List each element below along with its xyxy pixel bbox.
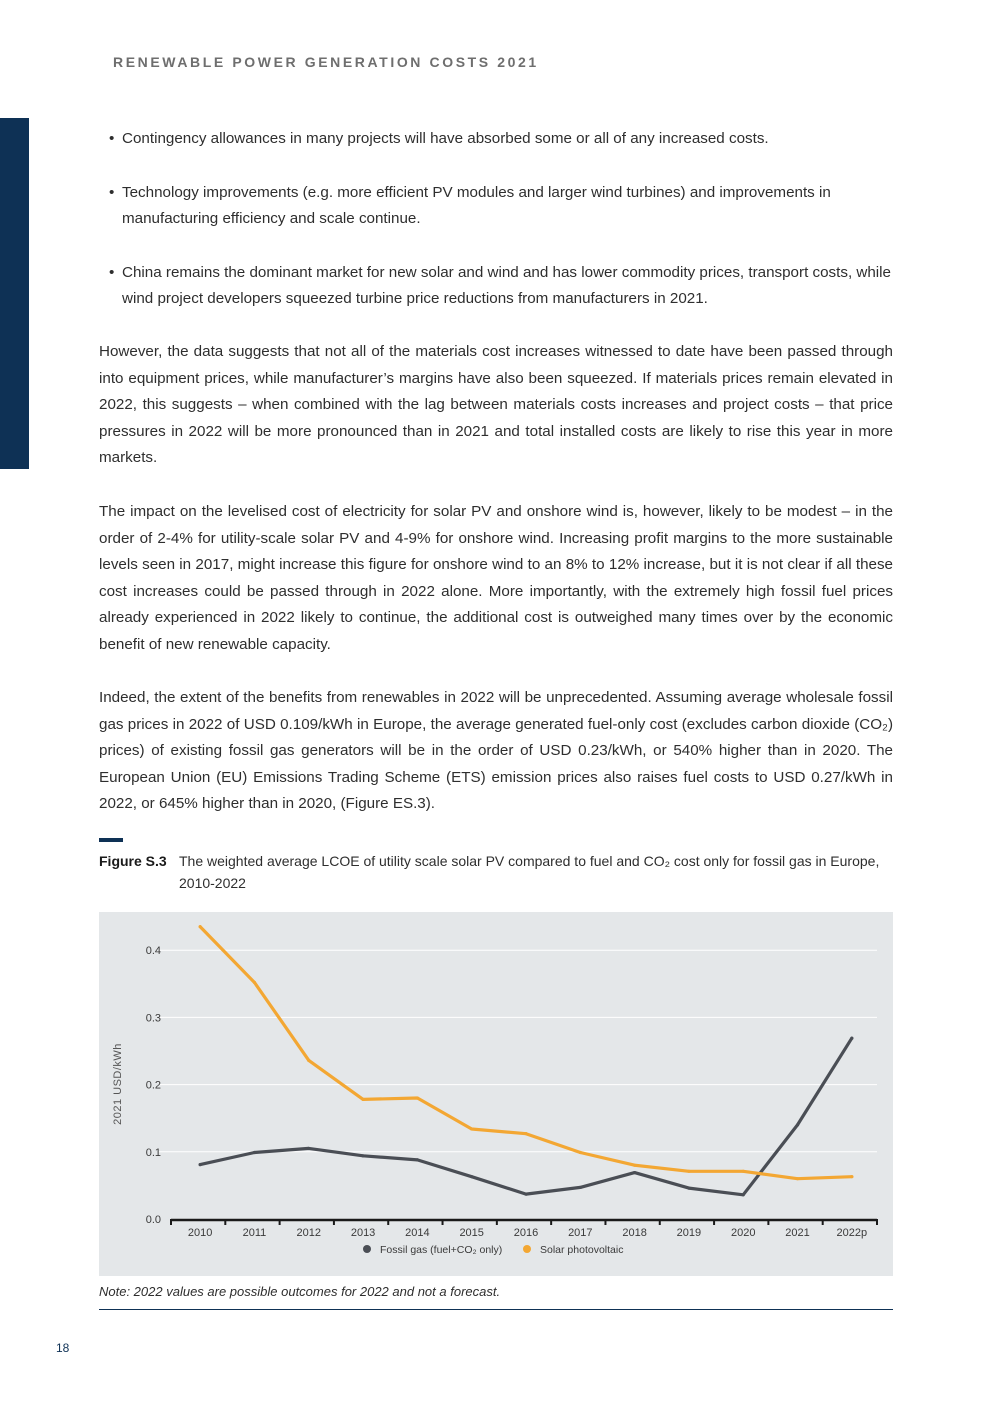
legend-label-fossil-gas: Fossil gas (fuel+CO₂ only) xyxy=(380,1244,503,1256)
fossil-gas-point xyxy=(416,1158,419,1161)
figure-note: Note: 2022 values are possible outcomes for 2022 and not a forecast. xyxy=(99,1284,501,1299)
y-tick-label: 0.0 xyxy=(145,1214,161,1226)
chart-canvas xyxy=(99,912,893,1276)
bullet-item: • China remains the dominant market for new solar and wind and has lower commodity prices, transport costs, while wind project developers squeezed turbine price reductions from manufacturers in 2021. xyxy=(109,260,895,313)
legend-label-solar-pv: Solar photovoltaic xyxy=(540,1244,624,1256)
solar-pv-point xyxy=(524,1132,527,1135)
side-accent-bar xyxy=(0,118,29,469)
bullet-item: • Technology improvements (e.g. more efficient PV modules and larger wind turbines) and improvements in manufacturing efficiency and scale continue. xyxy=(109,180,895,233)
fossil-gas-point xyxy=(470,1175,473,1178)
y-axis-title: 2021 USD/kWh xyxy=(112,1043,124,1125)
x-tick-label: 2016 xyxy=(513,1227,539,1239)
x-tick-label: 2018 xyxy=(622,1227,647,1239)
x-tick-label: 2015 xyxy=(459,1227,484,1239)
fossil-gas-point xyxy=(850,1037,853,1040)
running-header: RENEWABLE POWER GENERATION COSTS 2021 xyxy=(113,54,539,70)
fossil-gas-point xyxy=(524,1193,527,1196)
x-tick-label: 2013 xyxy=(350,1227,376,1239)
x-tick-label: 2020 xyxy=(730,1227,756,1239)
solar-pv-point xyxy=(470,1127,473,1130)
figure-accent-rule xyxy=(99,838,123,842)
fossil-gas-point xyxy=(796,1123,799,1126)
y-tick-label: 0.3 xyxy=(145,1012,161,1025)
solar-pv-point xyxy=(687,1170,690,1173)
solar-pv-point xyxy=(579,1151,582,1154)
fossil-gas-point xyxy=(742,1193,745,1196)
fossil-gas-point xyxy=(307,1147,310,1150)
fossil-gas-point xyxy=(253,1151,256,1154)
solar-pv-point xyxy=(796,1177,799,1180)
legend-swatch-solar-pv xyxy=(523,1245,531,1253)
x-tick-label: 2017 xyxy=(568,1227,593,1239)
solar-pv-point xyxy=(633,1164,636,1167)
x-tick-label: 2019 xyxy=(676,1227,702,1239)
x-tick-label: 2011 xyxy=(242,1227,267,1239)
solar-pv-point xyxy=(416,1096,419,1099)
paragraph: Indeed, the extent of the benefits from renewables in 2022 will be unprecedented. Assuming average wholesale fossil gas prices in 2022 of USD 0.109/kWh in Europe, the average generated fuel-only cost (excludes carbon dioxide (CO₂) prices) of existing fossil gas generators will be in the order of USD 0.23/kWh, or 540% higher than in 2020. The European Union (EU) Emissions Trading Scheme (ETS) emission prices also raises fuel costs to USD 0.27/kWh in 2022, or 645% higher than in 2020, (Figure ES.3). xyxy=(99,689,893,813)
solar-pv-point xyxy=(361,1098,364,1101)
y-tick-label: 0.2 xyxy=(145,1079,161,1092)
solar-pv-point xyxy=(742,1170,745,1173)
x-tick-label: 2021 xyxy=(785,1227,810,1239)
x-tick-label: 2010 xyxy=(187,1227,213,1239)
fossil-gas-point xyxy=(199,1163,202,1166)
solar-pv-point xyxy=(307,1059,310,1062)
fossil-gas-point xyxy=(633,1171,636,1174)
solar-pv-point xyxy=(199,925,202,928)
y-tick-label: 0.4 xyxy=(145,945,161,958)
bullet-item: • Contingency allowances in many projects will have absorbed some or all of any increased costs. xyxy=(109,126,895,153)
solar-pv-line xyxy=(200,927,852,1179)
x-tick-label: 2012 xyxy=(296,1227,322,1239)
figure-label: Figure S.3 xyxy=(99,853,167,869)
solar-pv-point xyxy=(850,1175,853,1178)
legend-swatch-fossil-gas xyxy=(363,1245,371,1253)
x-tick-label: 2014 xyxy=(405,1227,430,1239)
fossil-gas-point xyxy=(687,1186,690,1189)
solar-pv-point xyxy=(253,981,256,984)
page-number: 18 xyxy=(56,1341,70,1355)
x-tick-label: 2022p xyxy=(836,1227,868,1239)
fossil-gas-point xyxy=(579,1186,582,1189)
note-rule xyxy=(99,1309,893,1310)
bullet-list xyxy=(109,126,895,340)
fossil-gas-point xyxy=(361,1154,364,1157)
y-tick-label: 0.1 xyxy=(145,1146,161,1159)
paragraph: The impact on the levelised cost of electricity for solar PV and onshore wind is, however, likely to be modest – in the order of 2-4% for utility-scale solar PV and 4-9% for onshore wind. Increasing profit margins to the more sustainable levels seen in 2017, might increase this figure for onshore wind to an 8% to 12% increase, but it is not clear if all these cost increases could be passed through in 2022 alone. More importantly, with the extremely high fossil fuel prices already experienced in 2022 likely to continue, the additional cost is outweighed many times over by the economic benefit of new renewable capacity. xyxy=(99,503,893,653)
paragraph: However, the data suggests that not all of the materials cost increases witnessed to date have been passed through into equipment prices, while manufacturer’s margins have also been squeezed. If materials prices remain elevated in 2022, this suggests – when combined with the lag between materials costs increases and project costs – that price pressures in 2022 will be more pronounced than in 2021 and total installed costs are likely to rise this year in more markets. xyxy=(99,343,893,467)
figure-caption-text: The weighted average LCOE of utility scale solar PV compared to fuel and CO₂ cost only for fossil gas in Europe, 2010-2022 xyxy=(179,853,880,891)
line-chart xyxy=(99,912,893,1276)
